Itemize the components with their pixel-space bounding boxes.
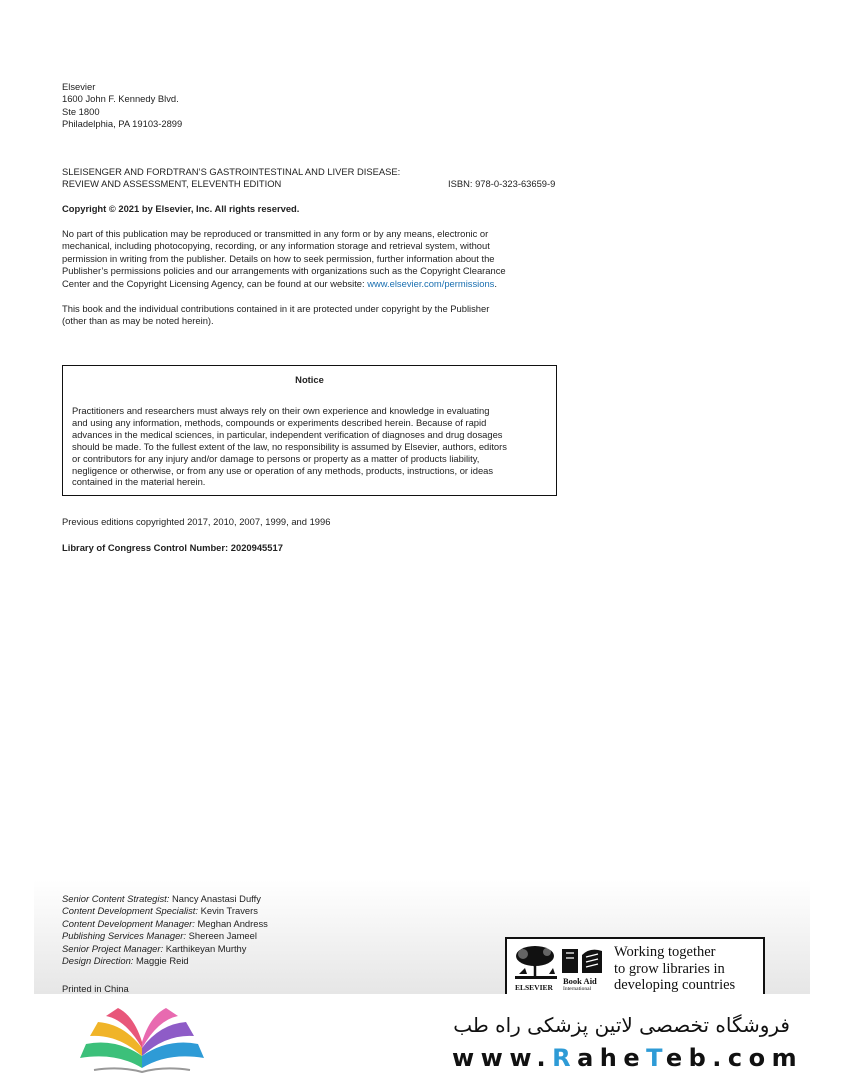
permissions-line: Publisher’s permissions policies and our arrangements with organizations such as the Copyright Clearance [62,265,506,277]
credit-role: Content Development Manager: [62,917,195,929]
credit-name: Meghan Andress [194,917,268,929]
url-accent: R [552,1044,578,1072]
credit-line [62,918,268,930]
notice-line: advances in the medical sciences, in particular, independent verification of diagnoses and drug dosages [72,428,503,440]
credit-name: Nancy Anastasi Duffy [169,893,261,904]
address-line: Elsevier [62,81,96,92]
book-title-line-1: SLEISENGER AND FORDTRAN’S GASTROINTESTINAL AND LIVER DISEASE: [62,166,401,177]
credit-role: Senior Content Strategist: [62,893,170,904]
permissions-line: permission in writing from the publisher. Details on how to seek permission, further information about the [62,252,495,264]
book-title-line-2: REVIEW AND ASSESSMENT, ELEVENTH EDITION [62,178,282,189]
credit-line [62,943,268,955]
credit-role: Senior Project Manager: [62,942,164,954]
url-part: www. [452,1044,553,1072]
book-aid-logo [505,937,765,994]
url-accent: T [646,1044,666,1072]
printed-in: Printed in China [62,983,129,994]
book-aid-wordmark [563,977,597,993]
credit-role: Design Direction: [62,955,134,967]
permissions-line-text: Center and the Copyright Licensing Agency, can be found at our website: [62,277,368,289]
notice-line: negligence or otherwise, or from any use or operation of any methods, products, instructions, or ideas [72,464,494,476]
credit-name: Maggie Reid [133,955,189,967]
notice-body [72,405,507,488]
protection-paragraph [62,303,489,328]
protection-line: This book and the individual contributions contained in it are protected under copyright by the Publisher [62,303,490,314]
book-aid-name: Book Aid [563,976,597,986]
credit-role: Publishing Services Manager: [62,930,187,942]
protection-line: (other than as may be noted herein). [62,315,214,327]
previous-editions: Previous editions copyrighted 2017, 2010, 2007, 1999, and 1996 [62,516,331,527]
credits-block [62,893,268,967]
watermark-persian-text: فروشگاه تخصصی لاتین پزشکی راه طب [453,1013,790,1037]
notice-line: and using any information, methods, compounds or experiments described herein. Because of rapid [72,416,487,428]
credit-line [62,930,268,942]
isbn: ISBN: 978-0-323-63659-9 [448,178,556,189]
credit-line [62,893,268,905]
credit-line [62,955,268,967]
watermark-url[interactable] [452,1044,803,1072]
url-part: eb.com [665,1044,804,1072]
notice-line: Practitioners and researchers must always rely on their own experience and knowledge in evaluating [72,405,490,416]
notice-line: contained in the material herein. [72,476,206,488]
book-aid-icon [562,945,606,975]
notice-box [62,365,557,496]
permissions-line [62,278,506,290]
url-part: ahe [577,1044,647,1072]
permissions-line: mechanical, including photocopying, recording, or any information storage and retrieval system, without [62,240,490,252]
credit-name: Kevin Travers [198,905,258,917]
elsevier-tree-icon [513,944,559,984]
notice-title: Notice [295,374,324,385]
book-aid-tagline [614,944,735,994]
open-book-logo-icon [76,1008,208,1074]
permissions-link[interactable]: www.elsevier.com/permissions [367,277,495,289]
elsevier-wordmark: ELSEVIER [515,983,553,992]
notice-line: or contributors for any injury and/or damage to persons or property as a matter of products liability, [72,452,480,464]
tagline-line: Working together [614,944,716,960]
permissions-line-end: . [494,277,497,289]
book-aid-international: International [563,986,592,992]
tagline-line: to grow libraries in [614,960,725,977]
lccn: Library of Congress Control Number: 2020945517 [62,542,283,553]
credit-line [62,905,268,917]
address-line: 1600 John F. Kennedy Blvd. [62,93,179,105]
credit-role: Content Development Specialist: [62,905,199,917]
permissions-line: No part of this publication may be reproduced or transmitted in any form or by any means, electronic or [62,228,489,239]
address-line: Ste 1800 [62,105,100,117]
permissions-paragraph [62,228,506,290]
credit-name: Karthikeyan Murthy [163,942,247,954]
notice-line: should be made. To the fullest extent of the law, no responsibility is assumed by Elsevier, authors, editors [72,440,507,452]
address-line: Philadelphia, PA 19103-2899 [62,118,183,130]
tagline-line: developing countries [614,977,736,993]
publisher-address [62,81,182,131]
copyright-line: Copyright © 2021 by Elsevier, Inc. All rights reserved. [62,203,300,214]
credit-name: Shereen Jameel [186,930,257,942]
